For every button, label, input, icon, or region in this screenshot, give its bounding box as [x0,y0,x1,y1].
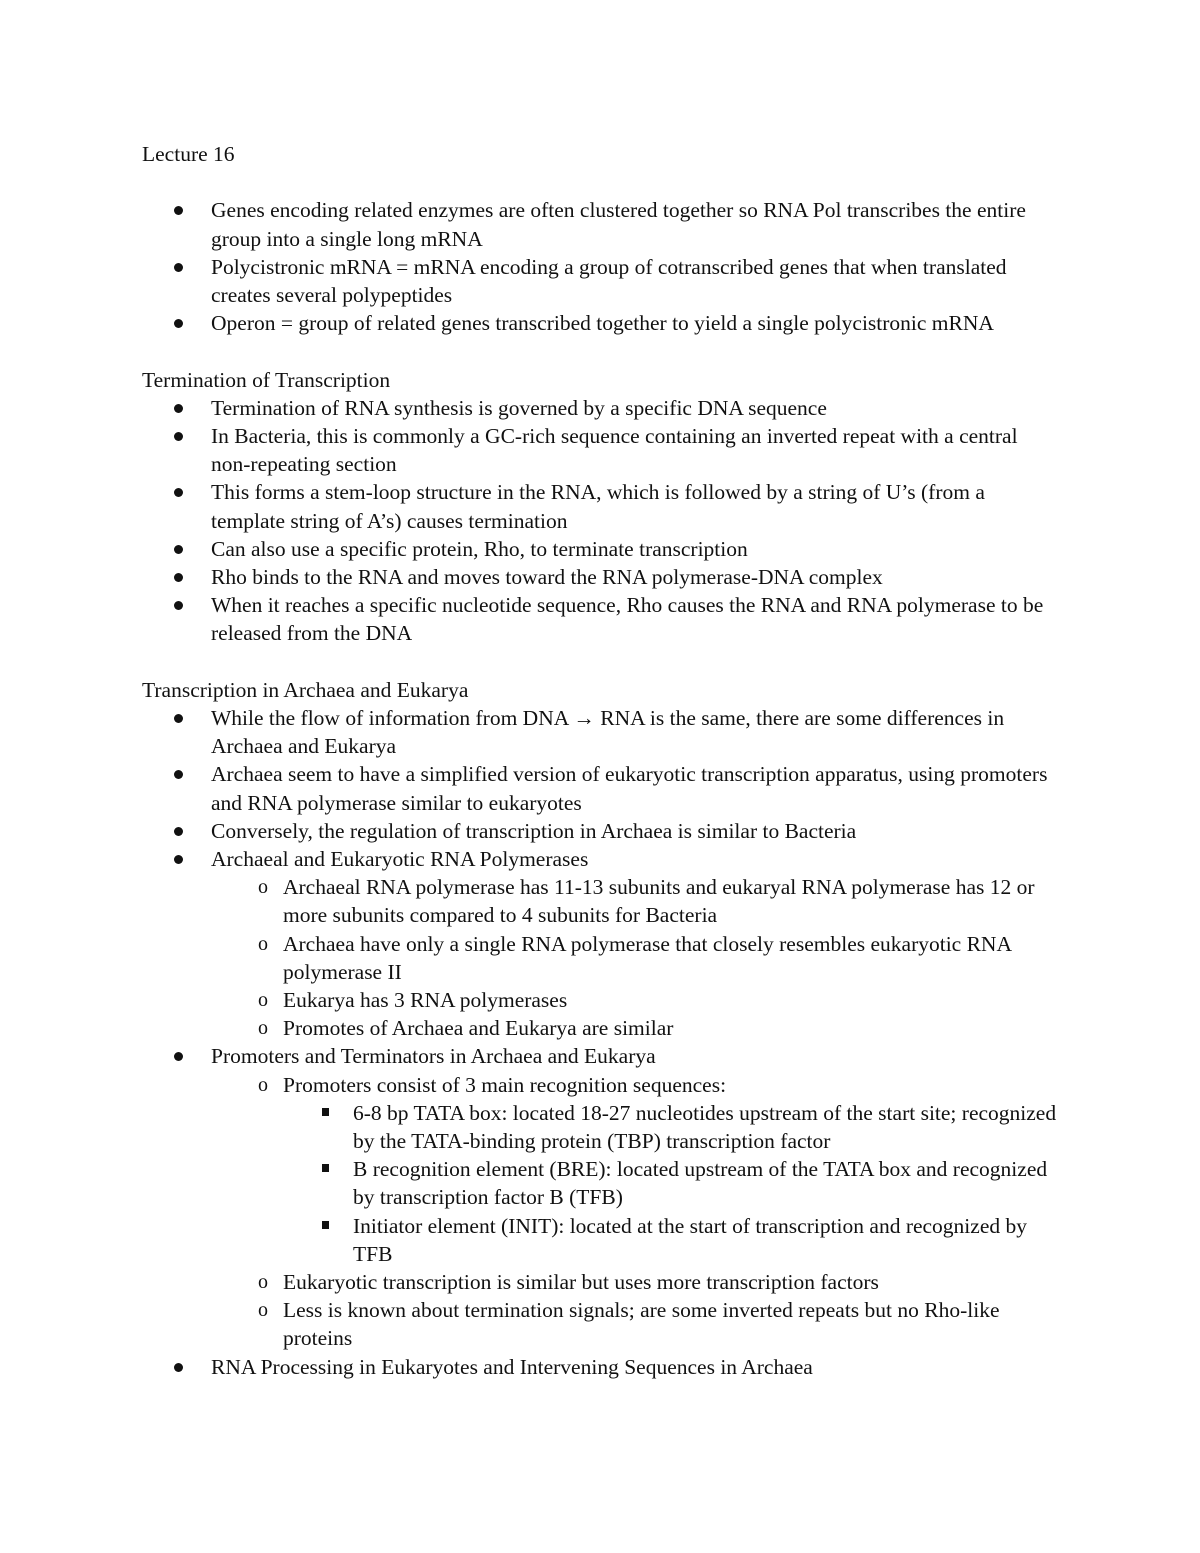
sub-sub-list-item: Initiator element (INIT): located at the start of transcription and recognized by TFB [353,1212,1062,1268]
list-item: When it reaches a specific nucleotide sequence, Rho causes the RNA and RNA polymerase to be released from the DNA [142,591,1062,647]
sub-list-item: o Archaeal RNA polymerase has 11-13 subunits and eukaryal RNA polymerase has 12 or more subunits compared to 4 subunits for Bacteria [258,875,1035,928]
list-item: Conversely, the regulation of transcription in Archaea is similar to Bacteria [142,817,1062,845]
intro-list [142,196,1062,337]
recognition-sequences-list [283,1099,1062,1268]
bullet-icon [174,601,183,610]
sub-list-item: o Promoters consist of 3 main recognition sequences: 6-8 bp TATA box: located 18-27 nucleotides upstream of the start site; recognized by the TATA-binding protein (TBP) transcription factor B recognition element (BRE): located upstream of the TATA box and recognized by transcription factor B (TFB) Initiator element (INIT): located at the start of transcription and recognized by TFB [283,1071,1062,1268]
spacer [142,648,1062,676]
list-item: While the flow of information from DNA → RNA is the same, there are some differences in Archaea and Eukarya [142,704,1062,760]
bullet-icon [174,263,183,272]
bullet-icon [174,319,183,328]
square-bullet-icon [322,1108,329,1116]
sub-list-item: o Promotes of Archaea and Eukarya are similar [283,1014,1062,1042]
polymerases-sublist [211,873,1062,1042]
sub-sub-list-item: 6-8 bp TATA box: located 18-27 nucleotides upstream of the start site; recognized by the TATA-binding protein (TBP) transcription factor [353,1099,1062,1155]
circle-bullet-icon: o [258,876,268,899]
circle-bullet-icon: o [258,932,268,955]
circle-bullet-icon: o [258,1073,268,1096]
sub-sub-list-item: B recognition element (BRE): located upstream of the TATA box and recognized by transcription factor B (TFB) [353,1155,1062,1211]
bullet-icon [174,770,183,779]
promoters-sublist [211,1071,1062,1353]
list-item: Rho binds to the RNA and moves toward the RNA polymerase-DNA complex [142,563,1062,591]
bullet-icon [174,1052,183,1061]
list-item: In Bacteria, this is commonly a GC-rich sequence containing an inverted repeat with a central non-repeating section [142,422,1062,478]
bullet-icon [174,714,183,723]
circle-bullet-icon: o [258,1299,268,1322]
bullet-icon [174,1363,183,1372]
archaea-list [142,704,1062,1381]
sub-list-item: o Less is known about termination signals; are some inverted repeats but no Rho-like proteins [258,1298,1000,1351]
bullet-icon [174,855,183,864]
bullet-icon [174,206,183,215]
square-bullet-icon [322,1164,329,1172]
sub-list-item: o Eukaryotic transcription is similar but uses more transcription factors [283,1268,1062,1296]
circle-bullet-icon: o [258,989,268,1012]
section-heading: Termination of Transcription [142,367,391,392]
list-item: RNA Processing in Eukaryotes and Intervening Sequences in Archaea [142,1353,1062,1381]
list-item: Genes encoding related enzymes are often clustered together so RNA Pol transcribes the entire group into a single long mRNA [142,196,1062,252]
bullet-icon [174,432,183,441]
termination-list [142,394,1062,648]
list-item: This forms a stem-loop structure in the RNA, which is followed by a string of U’s (from a template string of A’s) causes termination [142,478,1062,534]
list-item: Termination of RNA synthesis is governed by a specific DNA sequence [142,394,1062,422]
lecture-notes [142,140,1062,1381]
list-item: Can also use a specific protein, Rho, to terminate transcription [142,535,1062,563]
spacer [142,337,1062,365]
sub-list-item: o Eukarya has 3 RNA polymerases [283,986,1062,1014]
list-item: Promoters and Terminators in Archaea and Eukarya o Promoters consist of 3 main recognition sequences: 6-8 bp TATA box: located 18-27 nucleotides upstream of the start site; recognized by the TATA-binding protein (TBP) transcription factor B recognition element (BRE): located upstream of the TATA box and recognized by transcription factor B (TFB) Initiator element (INIT): located at the start of transcription and recognized by TFB o Eukaryotic transcription is similar but uses more transcription factors o Less is known about termination signals; are some inverted repeats but no Rho-like proteins [142,1042,1062,1352]
sub-list-item: o Archaea have only a single RNA polymerase that closely resembles eukaryotic RNA polymerase II [258,931,1011,984]
section-heading: Transcription in Archaea and Eukarya [142,677,469,702]
list-item: Archaeal and Eukaryotic RNA Polymerases o Archaeal RNA polymerase has 11-13 subunits and eukaryal RNA polymerase has 12 or more subunits compared to 4 subunits for Bacteria o Archaea have only a single RNA polymerase that closely resembles eukaryotic RNA polymerase II o Eukarya has 3 RNA polymerases o Promotes of Archaea and Eukarya are similar [142,845,1062,1042]
list-item: Operon = group of related genes transcribed together to yield a single polycistronic mRNA [142,309,1062,337]
bullet-icon [174,827,183,836]
bullet-icon [174,488,183,497]
page-title: Lecture 16 [142,142,235,166]
bullet-icon [174,545,183,554]
bullet-icon [174,573,183,582]
list-item: Polycistronic mRNA = mRNA encoding a group of cotranscribed genes that when translated creates several polypeptides [142,253,1062,309]
spacer [142,168,1062,196]
circle-bullet-icon: o [258,1017,268,1040]
list-item: Archaea seem to have a simplified version of eukaryotic transcription apparatus, using promoters and RNA polymerase similar to eukaryotes [142,760,1062,816]
square-bullet-icon [322,1221,329,1229]
bullet-icon [174,404,183,413]
circle-bullet-icon: o [258,1271,268,1294]
